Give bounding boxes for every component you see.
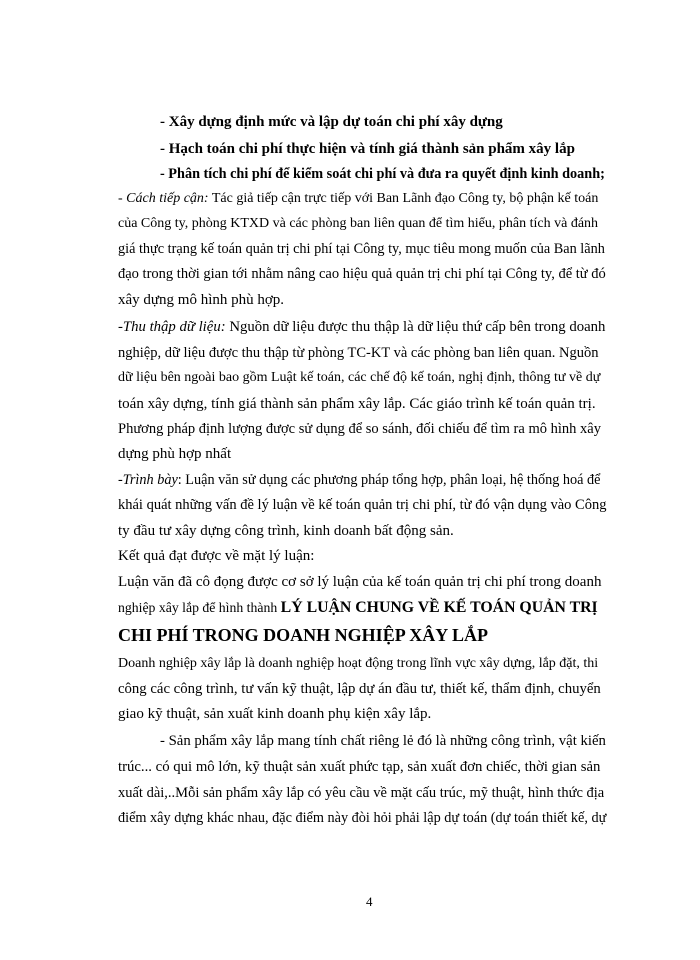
product-line-4: điểm xây dựng khác nhau, đặc điểm này đòi hỏi phải lập dự toán (dự toán thiết kế, dự	[118, 810, 607, 826]
data-collection-line-5: Phương pháp định lượng được sử dụng để so sánh, đối chiếu để tìm ra mô hình xây	[118, 421, 601, 437]
presentation-line-3: ty đầu tư xây dựng công trình, kinh doanh bất động sản.	[118, 523, 454, 539]
data-collection-line-2: nghiệp, dữ liệu được thu thập từ phòng TC-KT và các phòng ban liên quan. Nguồn	[118, 345, 599, 361]
bullet-cost-accounting: - Hạch toán chi phí thực hiện và tính giá thành sản phẩm xây lắp	[160, 141, 575, 157]
approach-line-4: đạo trong thời gian tới nhằm nâng cao hiệu quả quản trị chi phí tại Công ty, để từ đó	[118, 266, 606, 282]
approach-line-2: của Công ty, phòng KTXD và các phòng ban liên quan để tìm hiểu, phân tích và đánh	[118, 216, 599, 231]
definition-line-3: giao kỹ thuật, sản xuất kinh doanh phụ kiện xây lắp.	[118, 706, 432, 722]
results-title-part-2: CHI PHÍ TRONG DOANH NGHIỆP XÂY LẮP	[118, 625, 489, 645]
results-title-part-1: LÝ LUẬN CHUNG VỀ KẾ TOÁN QUẢN TRỊ	[280, 599, 598, 616]
presentation-label: Trình bày	[122, 472, 178, 488]
approach-line-1: - Cách tiếp cận: Tác giả tiếp cận trực tiếp với Ban Lãnh đạo Công ty, bộ phận kế toán	[118, 191, 599, 206]
presentation-line-2: khái quát những vấn đề lý luận về kế toán quản trị chi phí, từ đó vận dụng vào Công	[118, 497, 607, 513]
approach-line-5: xây dựng mô hình phù hợp.	[118, 292, 285, 308]
definition-line-2: công các công trình, tư vấn kỹ thuật, lập dự án đầu tư, thiết kế, thẩm định, chuyển	[118, 681, 601, 697]
results-heading: Kết quả đạt được về mặt lý luận:	[118, 548, 315, 564]
data-collection-line-4: toán xây dựng, tính giá thành sản phẩm xây lắp. Các giáo trình kế toán quản trị.	[118, 396, 596, 412]
presentation-line-1: -Trình bày: Luận văn sử dụng các phương pháp tổng hợp, phân loại, hệ thống hoá để	[118, 472, 601, 488]
approach-label: Cách tiếp cận:	[126, 191, 209, 206]
approach-line-3: giá thực trạng kế toán quản trị chi phí tại Công ty, mục tiêu mong muốn của Ban lãnh	[118, 241, 605, 257]
page-number: 4	[366, 894, 373, 909]
data-collection-label: Thu thập dữ liệu:	[122, 319, 226, 335]
product-line-2: trúc... có qui mô lớn, kỹ thuật sản xuất phức tạp, sản xuất đơn chiếc, thời gian sản	[118, 759, 601, 775]
data-collection-line-3: dữ liệu bên ngoài bao gồm Luật kế toán, các chế độ kế toán, nghị định, thông tư về dự	[118, 370, 601, 385]
bullet-cost-estimation: - Xây dựng định mức và lập dự toán chi phí xây dựng	[160, 114, 503, 130]
product-line-1: - Sản phẩm xây lắp mang tính chất riêng lẻ đó là những công trình, vật kiến	[160, 733, 606, 749]
results-line-3: nghiệp xây lắp để hình thành LÝ LUẬN CHUNG VỀ KẾ TOÁN QUẢN TRỊ	[118, 599, 598, 616]
bullet-cost-analysis: - Phân tích chi phí để kiểm soát chi phí và đưa ra quyết định kinh doanh;	[160, 166, 605, 182]
data-collection-line-1: -Thu thập dữ liệu: Nguồn dữ liệu được thu thập là dữ liệu thứ cấp bên trong doanh	[118, 319, 606, 335]
definition-line-1: Doanh nghiệp xây lắp là doanh nghiệp hoạt động trong lĩnh vực xây dựng, lắp đặt, thi	[118, 656, 599, 671]
data-collection-line-6: dựng phù hợp nhất	[118, 446, 232, 462]
product-line-3: xuất dài,..Mỗi sản phẩm xây lắp có yêu cầu về mặt cấu trúc, mỹ thuật, hình thức địa	[118, 785, 605, 801]
results-line-2: Luận văn đã cô đọng được cơ sở lý luận của kế toán quản trị chi phí trong doanh	[118, 574, 602, 590]
